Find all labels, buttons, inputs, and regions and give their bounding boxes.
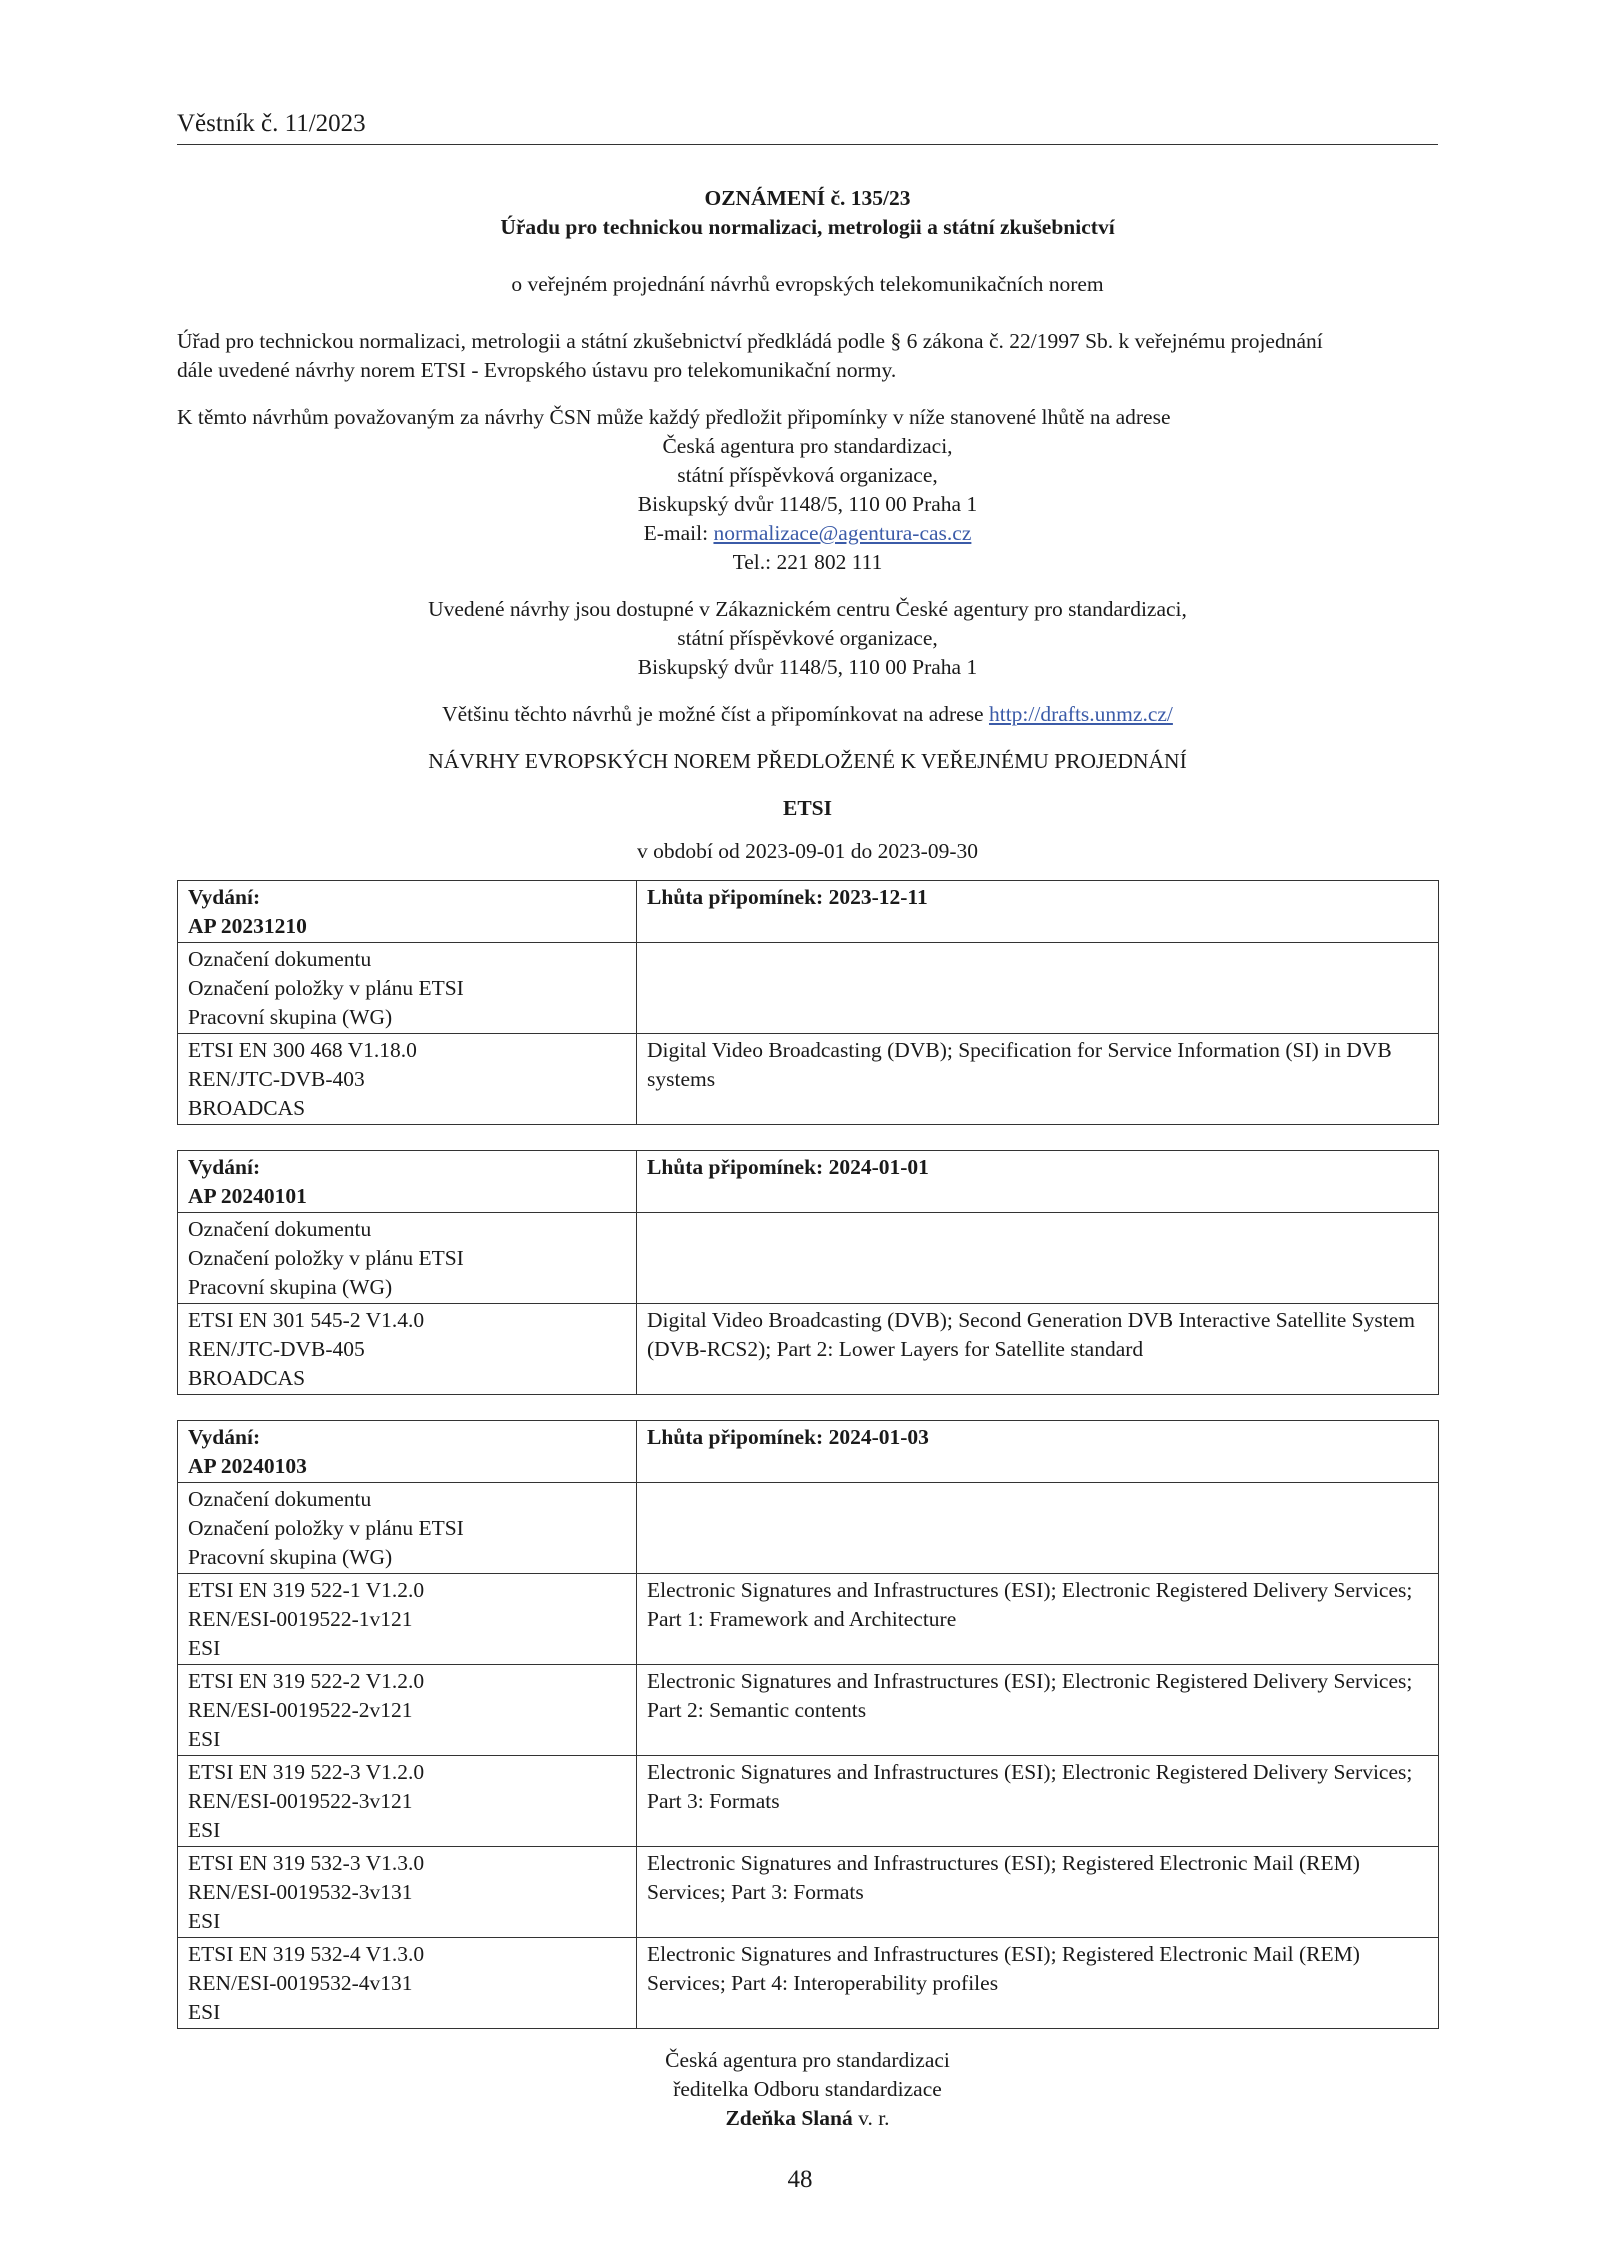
table-row [178,1574,1439,1665]
table-row [178,1304,1439,1395]
legend-title-cell [637,1483,1439,1574]
document-designation: ETSI EN 301 545-2 V1.4.0 [188,1308,425,1332]
email-label: E-mail: [643,521,714,545]
address-line: Biskupský dvůr 1148/5, 110 00 Praha 1 [637,492,978,516]
journal-header: Věstník č. 11/2023 [177,110,1438,145]
signature-line: Česká agentura pro standardizaci [665,2048,950,2072]
standard-id-cell [178,1665,637,1756]
plan-item: REN/JTC-DVB-405 [188,1337,365,1361]
table-header-row [178,1151,1439,1213]
signature-name-line [177,2104,1438,2133]
intro-paragraph [177,327,1438,385]
standard-title: Electronic Signatures and Infrastructures (ESI); Electronic Registered Delivery Services; Part 1: Framework and Architecture [637,1574,1439,1665]
standard-title: Digital Video Broadcasting (DVB); Second Generation DVB Interactive Satellite System (DVB-RCS2); Part 2: Lower Layers for Satellite standard [637,1304,1439,1395]
tel-line: Tel.: 221 802 111 [732,550,883,574]
org-heading: ETSI [782,796,832,820]
document-designation: ETSI EN 300 468 V1.18.0 [188,1038,417,1062]
address-line: Česká agentura pro standardizaci, [662,434,953,458]
document-designation: ETSI EN 319 532-3 V1.3.0 [188,1851,425,1875]
legend-title-cell [637,1213,1439,1304]
standard-id-cell [178,1938,637,2029]
period-line: v období od 2023-09-01 do 2023-09-30 [637,839,978,863]
web-line [177,700,1438,729]
availability-line: Uvedené návrhy jsou dostupné v Zákaznickém centru České agentury pro standardizaci, [428,597,1187,621]
standard-id-cell [178,1847,637,1938]
table-row [178,1938,1439,2029]
standard-title: Digital Video Broadcasting (DVB); Specification for Service Information (SI) in DVB systems [637,1034,1439,1125]
table-gap [177,1395,1438,1420]
signature-line: ředitelka Odboru standardizace [673,2077,942,2101]
working-group: ESI [188,1818,221,1842]
standard-title: Electronic Signatures and Infrastructures (ESI); Electronic Registered Delivery Services; Part 2: Semantic contents [637,1665,1439,1756]
document-designation: ETSI EN 319 522-2 V1.2.0 [188,1669,425,1693]
deadline-cell: Lhůta připomínek: 2024-01-01 [637,1151,1439,1213]
plan-item: REN/ESI-0019522-3v121 [188,1789,413,1813]
standards-table [177,1420,1439,2029]
page-number: 48 [787,2166,813,2193]
intro-line: Úřad pro technickou normalizaci, metrologii a státní zkušebnictví předkládá podle § 6 zákona č. 22/1997 Sb. k veřejnému projednání [177,329,1323,353]
comments-block [177,403,1438,577]
availability-block [177,595,1438,682]
working-group: ESI [188,1727,221,1751]
table-legend-row [178,1483,1439,1574]
issue-label: Vydání: [188,885,261,909]
document-content [177,184,1438,2133]
issue-cell [178,881,637,943]
table-row [178,1665,1439,1756]
intro-line: dále uvedené návrhy norem ETSI - Evropského ústavu pro telekomunikační normy. [177,358,897,382]
email-line [177,519,1438,548]
email-link[interactable]: normalizace@agentura-cas.cz [713,521,972,545]
working-group: BROADCAS [188,1096,306,1120]
issue-number: AP 20240101 [188,1184,307,1208]
working-group: ESI [188,1909,221,1933]
table-row [178,1034,1439,1125]
section-heading: NÁVRHY EVROPSKÝCH NOREM PŘEDLOŽENÉ K VEŘEJNÉMU PROJEDNÁNÍ [428,749,1187,773]
standard-id-cell [178,1034,637,1125]
comments-line: K těmto návrhům považovaným za návrhy ČSN může každý předložit připomínky v níže stanovené lhůtě na adrese [177,405,1171,429]
table-row [178,1847,1439,1938]
web-text: Většinu těchto návrhů je možné číst a připomínkovat na adrese [442,702,989,726]
issue-number: AP 20240103 [188,1454,307,1478]
legend-item: Označení položky v plánu ETSI [188,1246,464,1270]
legend-document: Označení dokumentu [188,1217,372,1241]
working-group: ESI [188,2000,221,2024]
document-designation: ETSI EN 319 532-4 V1.3.0 [188,1942,425,1966]
document-designation: ETSI EN 319 522-3 V1.2.0 [188,1760,425,1784]
plan-item: REN/ESI-0019522-2v121 [188,1698,413,1722]
working-group: ESI [188,1636,221,1660]
legend-document: Označení dokumentu [188,1487,372,1511]
working-group: BROADCAS [188,1366,306,1390]
legend-workgroup: Pracovní skupina (WG) [188,1275,393,1299]
standards-table [177,880,1439,1125]
announcement-title: OZNÁMENÍ č. 135/23 [704,186,911,210]
standard-id-cell [178,1304,637,1395]
table-legend-row [178,1213,1439,1304]
announcement-subject: o veřejném projednání návrhů evropských telekomunikačních norem [511,272,1104,296]
issue-number: AP 20231210 [188,914,307,938]
standards-table [177,1150,1439,1395]
document-designation: ETSI EN 319 522-1 V1.2.0 [188,1578,425,1602]
drafts-link[interactable]: http://drafts.unmz.cz/ [988,702,1173,726]
legend-title-cell [637,943,1439,1034]
availability-line: Biskupský dvůr 1148/5, 110 00 Praha 1 [637,655,978,679]
legend-cell [178,1483,637,1574]
table-header-row [178,881,1439,943]
table-legend-row [178,943,1439,1034]
standards-tables [177,880,1438,2029]
table-header-row [178,1421,1439,1483]
plan-item: REN/ESI-0019522-1v121 [188,1607,413,1631]
standard-id-cell [178,1574,637,1665]
legend-item: Označení položky v plánu ETSI [188,976,464,1000]
legend-cell [178,943,637,1034]
standard-title: Electronic Signatures and Infrastructures (ESI); Electronic Registered Delivery Services; Part 3: Formats [637,1756,1439,1847]
deadline-cell: Lhůta připomínek: 2023-12-11 [637,881,1439,943]
standard-id-cell [178,1756,637,1847]
signature-block [177,2046,1438,2133]
standard-title: Electronic Signatures and Infrastructures (ESI); Registered Electronic Mail (REM) Services; Part 3: Formats [637,1847,1439,1938]
issue-cell [178,1151,637,1213]
issue-label: Vydání: [188,1155,261,1179]
plan-item: REN/JTC-DVB-403 [188,1067,365,1091]
legend-item: Označení položky v plánu ETSI [188,1516,464,1540]
signature-name: Zdeňka Slaná [725,2106,853,2130]
deadline-cell: Lhůta připomínek: 2024-01-03 [637,1421,1439,1483]
plan-item: REN/ESI-0019532-3v131 [188,1880,413,1904]
signature-suffix: v. r. [852,2106,890,2130]
legend-document: Označení dokumentu [188,947,372,971]
table-gap [177,1125,1438,1150]
plan-item: REN/ESI-0019532-4v131 [188,1971,413,1995]
standard-title: Electronic Signatures and Infrastructures (ESI); Registered Electronic Mail (REM) Services; Part 4: Interoperability profiles [637,1938,1439,2029]
legend-workgroup: Pracovní skupina (WG) [188,1005,393,1029]
availability-line: státní příspěvkové organizace, [677,626,938,650]
address-line: státní příspěvková organizace, [677,463,938,487]
issue-label: Vydání: [188,1425,261,1449]
legend-workgroup: Pracovní skupina (WG) [188,1545,393,1569]
table-row [178,1756,1439,1847]
issue-cell [178,1421,637,1483]
legend-cell [178,1213,637,1304]
announcement-authority: Úřadu pro technickou normalizaci, metrologii a státní zkušebnictví [500,215,1115,239]
